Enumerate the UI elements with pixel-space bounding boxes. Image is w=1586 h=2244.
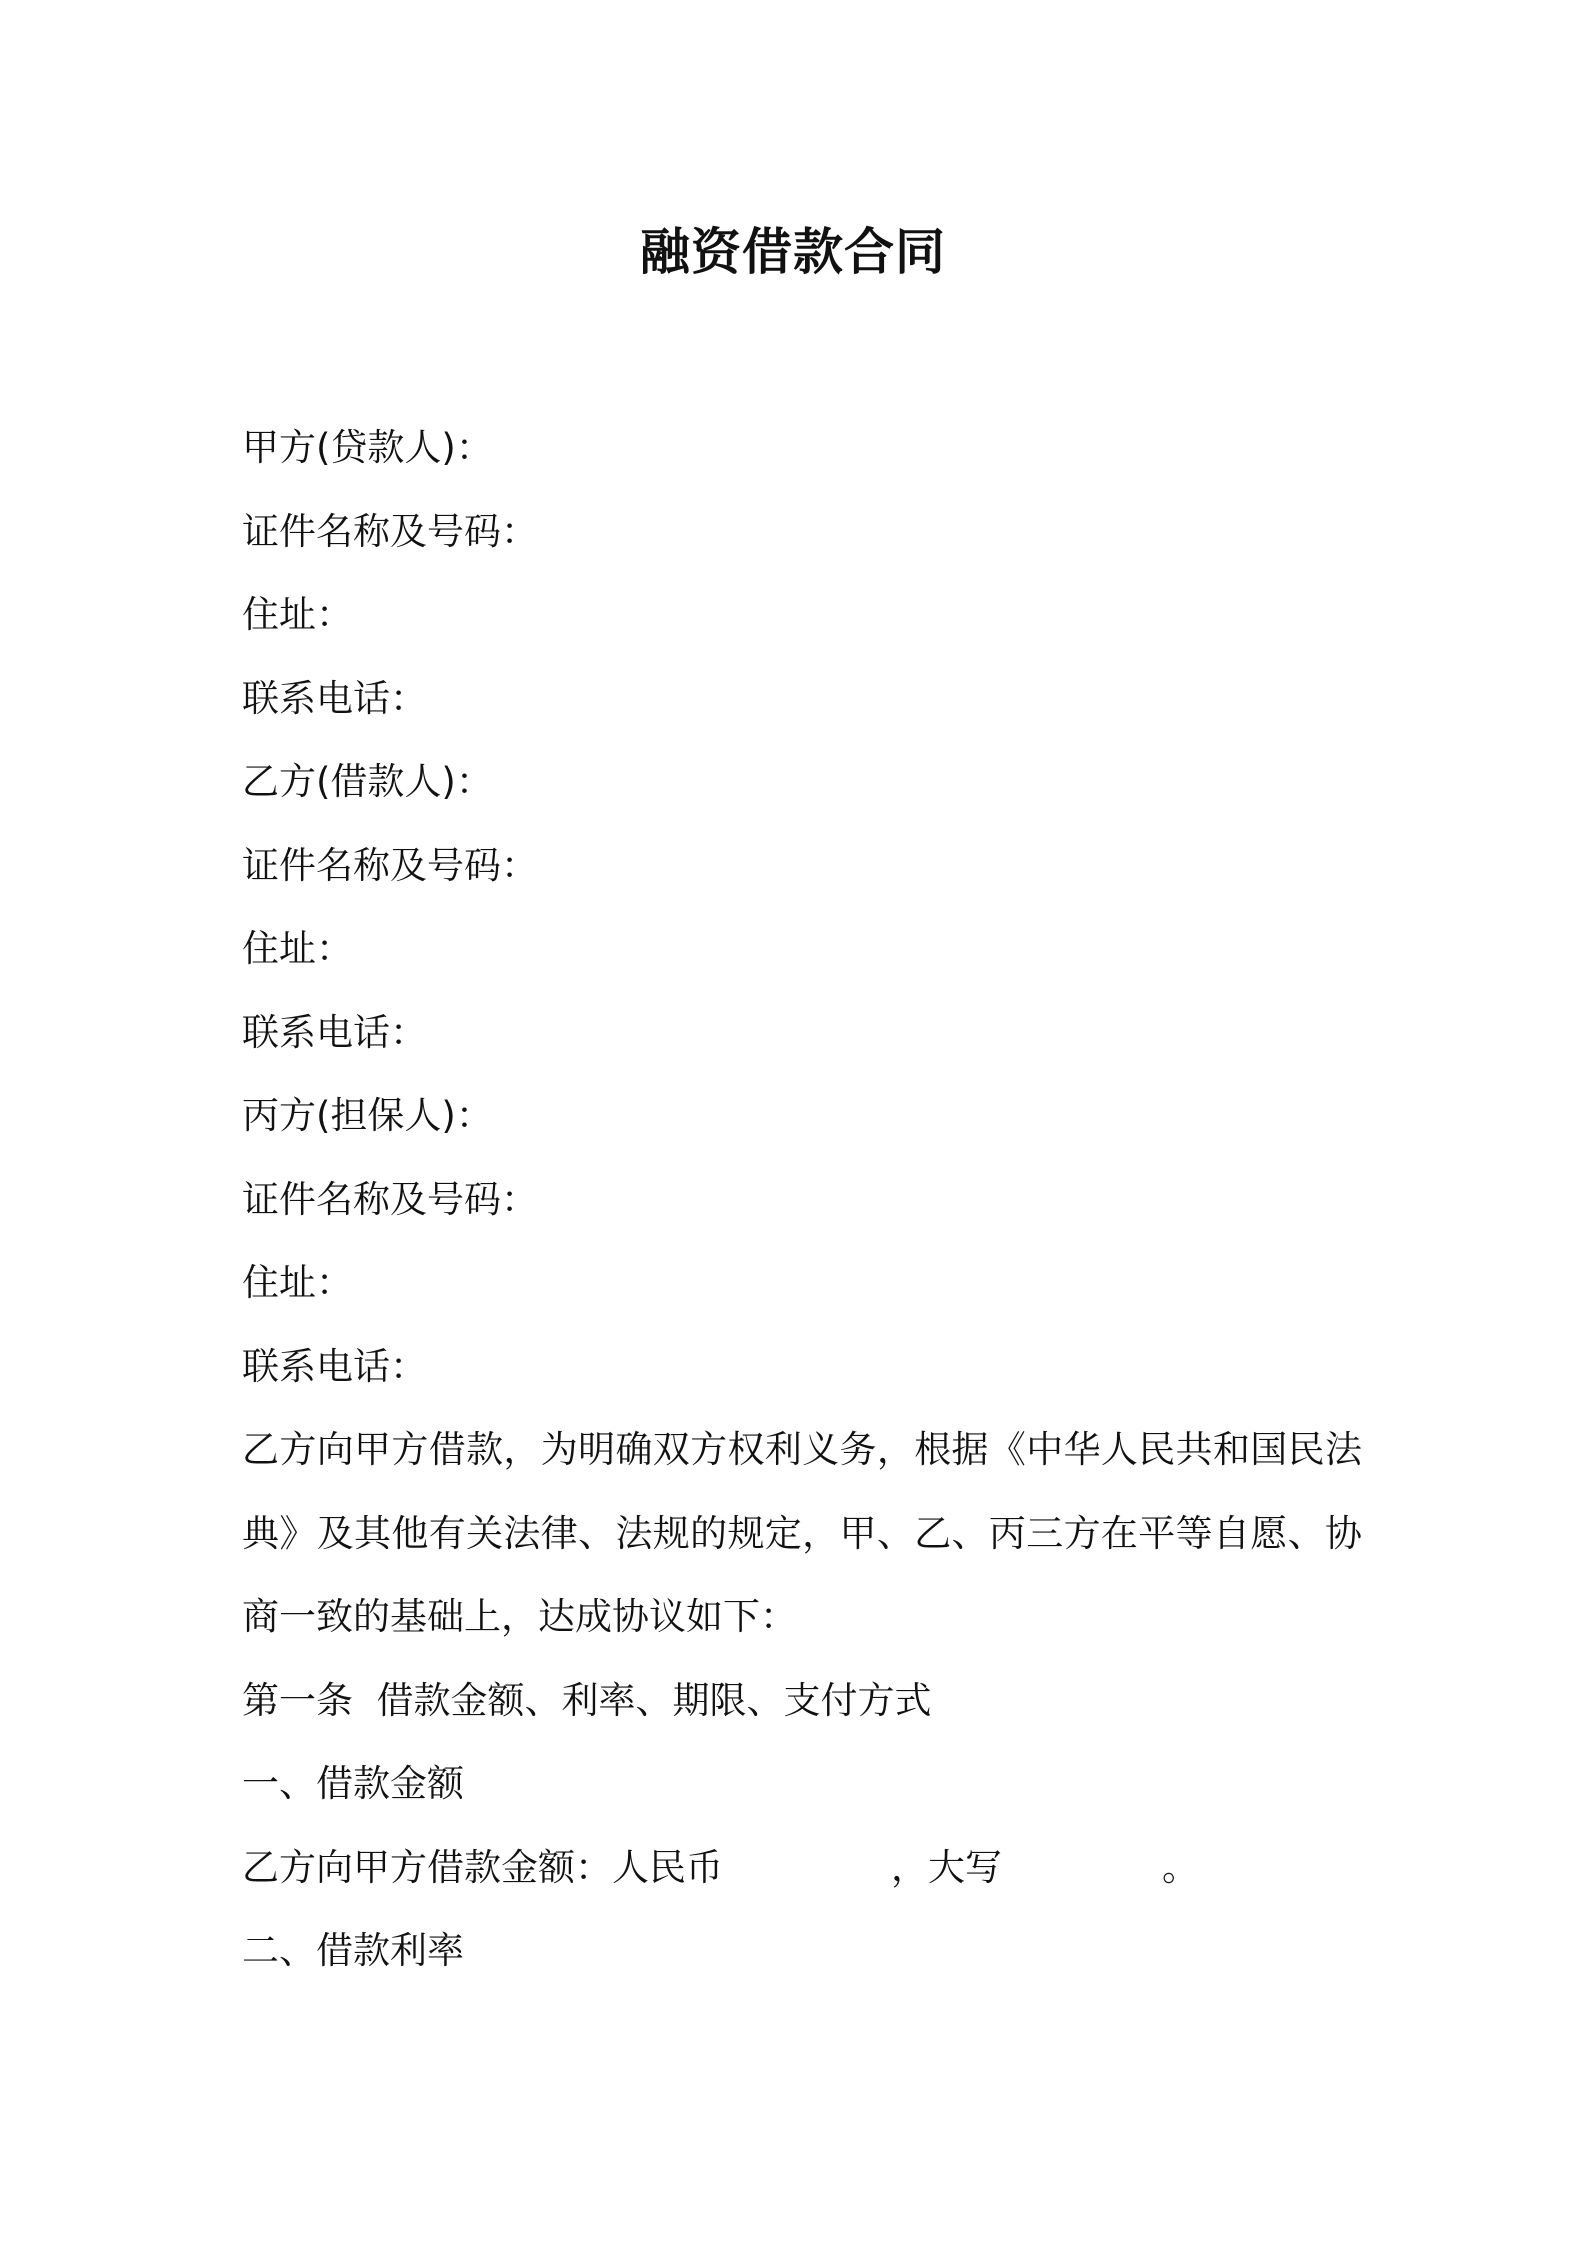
- loan-amount-line: [242, 1826, 1362, 1910]
- party-a-block: [242, 406, 1362, 740]
- party-c-block: [242, 1074, 1362, 1408]
- party-a-address-label: 住址：: [242, 593, 353, 636]
- party-b-id-label: 证件名称及号码：: [242, 843, 538, 887]
- section-2-heading: 二、借款利率: [242, 1929, 464, 1972]
- preamble-paragraph: 乙方向甲方借款，为明确双方权利义务，根据《中华人民共和国民法典》及其他有关法律、法规的规定，甲、乙、丙三方在平等自愿、协商一致的基础上，达成协议如下：: [242, 1428, 1362, 1638]
- party-c-address-label: 住址：: [242, 1261, 353, 1304]
- loan-amount-prefix: 乙方向甲方借款金额：人民币: [242, 1845, 723, 1889]
- section-1-heading: 一、借款金额: [242, 1762, 464, 1805]
- article-1-heading: 第一条 借款金额、利率、期限、支付方式: [242, 1678, 932, 1722]
- party-a-id-label: 证件名称及号码：: [242, 509, 538, 553]
- loan-amount-suffix: 。: [1162, 1845, 1199, 1889]
- party-b-phone-label: 联系电话：: [242, 1010, 427, 1054]
- loan-amount-middle: ，大写: [891, 1845, 1002, 1889]
- party-c-label: 丙方(担保人)：: [242, 1094, 493, 1137]
- document-title: 融资借款合同: [640, 223, 946, 281]
- party-c-phone-label: 联系电话：: [242, 1344, 427, 1388]
- party-b-label: 乙方(借款人)：: [242, 760, 493, 803]
- party-b-block: [242, 740, 1362, 1074]
- party-b-address-label: 住址：: [242, 927, 353, 970]
- party-c-id-label: 证件名称及号码：: [242, 1177, 538, 1221]
- party-a-phone-label: 联系电话：: [242, 676, 427, 720]
- party-a-label: 甲方(贷款人)：: [242, 426, 493, 469]
- document-body: [242, 406, 1362, 1993]
